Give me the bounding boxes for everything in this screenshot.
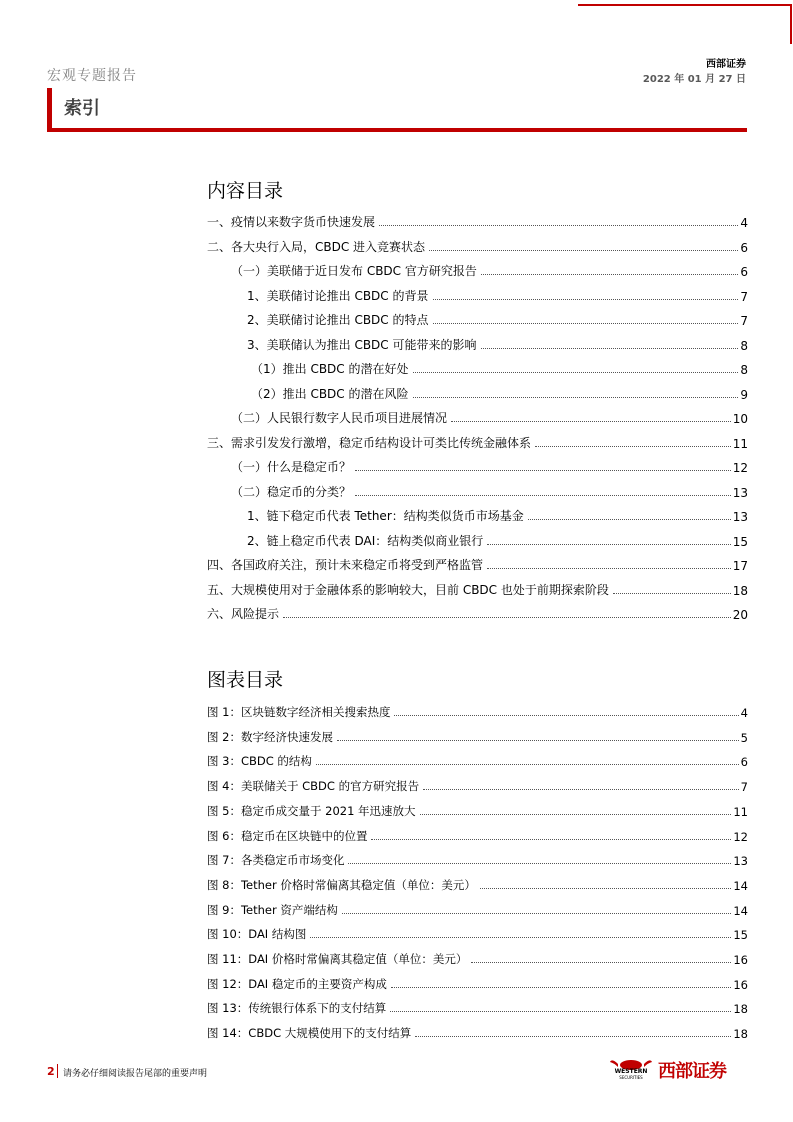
company-name: 西部证券 [706,59,746,70]
contents-entry[interactable] [231,261,748,279]
contents-entry-page: 18 [732,583,748,598]
figures-entry-page: 18 [733,1027,748,1042]
contents-entry-page: 13 [732,485,748,500]
contents-entry-label: 一、疫情以来数字货币快速发展 [207,215,376,229]
contents-entry[interactable] [251,384,748,402]
contents-entry-leader [355,470,731,471]
contents-entry[interactable] [231,482,748,500]
figures-entry-leader [348,863,731,864]
contents-entry-label: 五、大规模使用对于金融体系的影响较大，目前 CBDC 也处于前期探索阶段 [207,582,609,597]
figures-entry-page: 7 [740,780,748,795]
figures-entry-label: 图 9：Tether 资产端结构 [207,902,338,917]
contents-entry-leader [379,225,738,226]
figures-entry[interactable] [207,727,748,745]
figures-entry-label: 图 12：DAI 稳定币的主要资产构成 [207,976,387,991]
contents-entry-page: 13 [732,510,748,524]
contents-entry-page: 20 [732,608,748,622]
figures-entry-leader [420,814,732,815]
figures-entry-label: 图 11：DAI 价格时常偏离其稳定值（单位：美元） [207,952,468,966]
contents-entry-page: 7 [740,314,748,328]
contents-entry-label: 二、各大央行入局，CBDC 进入竞赛状态 [207,239,426,254]
figures-entry-leader [390,1011,731,1012]
figures-entry-leader [423,789,739,790]
contents-entry-label: 3、美联储认为推出 CBDC 可能带来的影响 [247,337,477,352]
figures-entry-page: 4 [740,706,748,720]
figures-entry[interactable] [207,974,748,992]
figures-entry-label: 图 10：DAI 结构图 [207,927,307,942]
contents-entry-leader [413,372,739,373]
figures-entry[interactable] [207,875,748,893]
figures-heading: 图表目录 [207,669,284,691]
contents-entry[interactable] [231,457,748,475]
figures-entry[interactable] [207,998,748,1016]
contents-entry-page: 6 [740,265,748,279]
corner-rule-vertical [790,4,792,44]
figures-entry-label: 图 1：区块链数字经济相关搜索热度 [207,705,391,719]
contents-entry[interactable] [247,531,748,549]
figures-entry[interactable] [207,702,748,720]
report-date: 2022 年 01 月 27 日 [642,74,746,85]
contents-entry-leader [613,593,731,594]
figures-entry-label: 图 4：美联储关于 CBDC 的官方研究报告 [207,779,420,794]
contents-entry-label: 三、需求引发发行激增，稳定币结构设计可类比传统金融体系 [207,435,532,450]
contents-entry[interactable] [247,310,748,328]
figures-entry-label: 图 14：CBDC 大规模使用下的支付结算 [207,1026,412,1041]
figures-entry-leader [337,740,739,741]
logo-en-western: WESTERN [614,1068,648,1075]
contents-entry[interactable] [247,506,748,524]
figures-entry-page: 12 [733,829,748,844]
contents-entry[interactable] [207,433,748,451]
figures-entry[interactable] [207,900,748,918]
contents-entry-leader [451,421,731,422]
figures-entry-leader [371,839,731,840]
figures-entry-page: 16 [733,977,748,992]
contents-entry-label: 1、链下稳定币代表 Tether：结构类似货币市场基金 [247,509,524,523]
contents-entry-leader [413,397,739,398]
figures-entry-page: 11 [733,804,748,819]
footer-separator [57,1064,58,1078]
figures-entry-leader [415,1036,731,1037]
figures-entry-label: 图 7：各类稳定币市场变化 [207,853,345,868]
contents-entry-leader [487,544,730,545]
contents-entry[interactable] [247,286,748,304]
figures-entry-leader [310,937,731,938]
figures-entry-leader [394,715,738,716]
figures-entry-label: 图 8：Tether 价格时常偏离其稳定值（单位：美元） [207,877,476,892]
figures-entry-page: 14 [733,878,748,893]
figures-entry-label: 图 5：稳定币成交量于 2021 年迅速放大 [207,803,416,818]
contents-entry[interactable] [247,335,748,353]
figures-entry-leader [342,913,731,914]
figures-entry-label: 图 2：数字经济快速发展 [207,729,333,744]
figures-entry[interactable] [207,776,748,794]
contents-entry-label: 1、美联储讨论推出 CBDC 的背景 [247,288,429,303]
contents-entry-leader [355,495,731,496]
footer-disclaimer: 请务必仔细阅读报告尾部的重要声明 [63,1069,208,1079]
contents-entry-leader [528,519,731,520]
figures-entry[interactable] [207,1023,748,1041]
footer-page-number: 2 [47,1065,55,1078]
figures-entry-label: 图 3：CBDC 的结构 [207,754,312,769]
contents-entry[interactable] [231,408,748,426]
figures-entry[interactable] [207,801,748,819]
contents-entry-leader [429,250,738,251]
figures-entry-leader [391,987,732,988]
figures-entry-page: 13 [733,854,748,869]
contents-entry-label: （二）稳定币的分类？ [231,484,352,499]
section-title: 索引 [64,98,100,119]
contents-entry[interactable] [207,580,748,598]
contents-entry-label: 2、链上稳定币代表 DAI：结构类似商业银行 [247,533,484,548]
contents-entry-leader [481,348,739,349]
doc-type-label: 宏观专题报告 [47,68,137,84]
contents-entry-label: （1）推出 CBDC 的潜在好处 [251,362,409,376]
contents-entry-page: 6 [740,240,748,255]
contents-entry-label: 六、风险提示 [207,607,280,621]
contents-entry-page: 4 [740,216,748,230]
figures-entry[interactable] [207,949,748,967]
figures-entry-page: 18 [733,1002,748,1017]
contents-entry-page: 8 [740,363,748,377]
contents-entry[interactable] [207,237,748,255]
contents-entry[interactable] [207,212,748,230]
section-accent-bar [47,88,52,130]
contents-entry-label: （一）美联储于近日发布 CBDC 官方研究报告 [231,264,477,278]
figures-entry[interactable] [207,924,748,942]
contents-entry-leader [481,274,738,275]
figures-entry[interactable] [207,850,748,868]
figures-entry-label: 图 6：稳定币在区块链中的位置 [207,828,368,843]
figures-entry-page: 16 [733,953,748,967]
contents-entry-page: 10 [732,412,748,426]
figures-entry-page: 15 [733,928,748,943]
contents-entry-label: （2）推出 CBDC 的潜在风险 [251,386,409,401]
figures-entry-page: 5 [740,730,748,745]
contents-heading: 内容目录 [207,180,284,202]
contents-entry-label: 2、美联储讨论推出 CBDC 的特点 [247,313,429,327]
contents-entry-page: 11 [732,436,748,451]
contents-entry-page: 9 [740,387,748,402]
contents-entry-label: （一）什么是稳定币？ [231,460,352,474]
figures-entry-page: 6 [740,755,748,770]
contents-entry-leader [283,617,731,618]
contents-entry-page: 15 [732,534,748,549]
contents-entry[interactable] [251,359,748,377]
contents-entry-leader [487,568,731,569]
logo-en-securities: SECURITIES [619,1075,643,1080]
contents-entry-leader [433,323,739,324]
section-rule [47,128,747,132]
figures-entry-label: 图 13：传统银行体系下的支付结算 [207,1001,387,1016]
contents-entry-label: （二）人民银行数字人民币项目进展情况 [231,411,448,425]
figures-entry[interactable] [207,751,748,769]
company-logo-icon [608,1056,654,1080]
contents-entry-page: 17 [732,559,748,573]
contents-entry-leader [535,446,731,447]
contents-entry-page: 7 [740,289,748,304]
contents-entry-leader [433,299,739,300]
contents-entry[interactable] [207,604,748,622]
corner-rule-horizontal [578,4,792,6]
contents-entry-page: 8 [740,338,748,353]
figures-entry-page: 14 [733,903,748,918]
figures-entry-leader [480,888,731,889]
company-logo-text: 西部证券 [658,1061,726,1082]
contents-entry-label: 四、各国政府关注，预计未来稳定币将受到严格监管 [207,558,484,572]
figures-entry-leader [316,764,739,765]
figures-entry-leader [471,962,731,963]
contents-entry-page: 12 [732,461,748,475]
figures-entry[interactable] [207,826,748,844]
contents-entry[interactable] [207,555,748,573]
